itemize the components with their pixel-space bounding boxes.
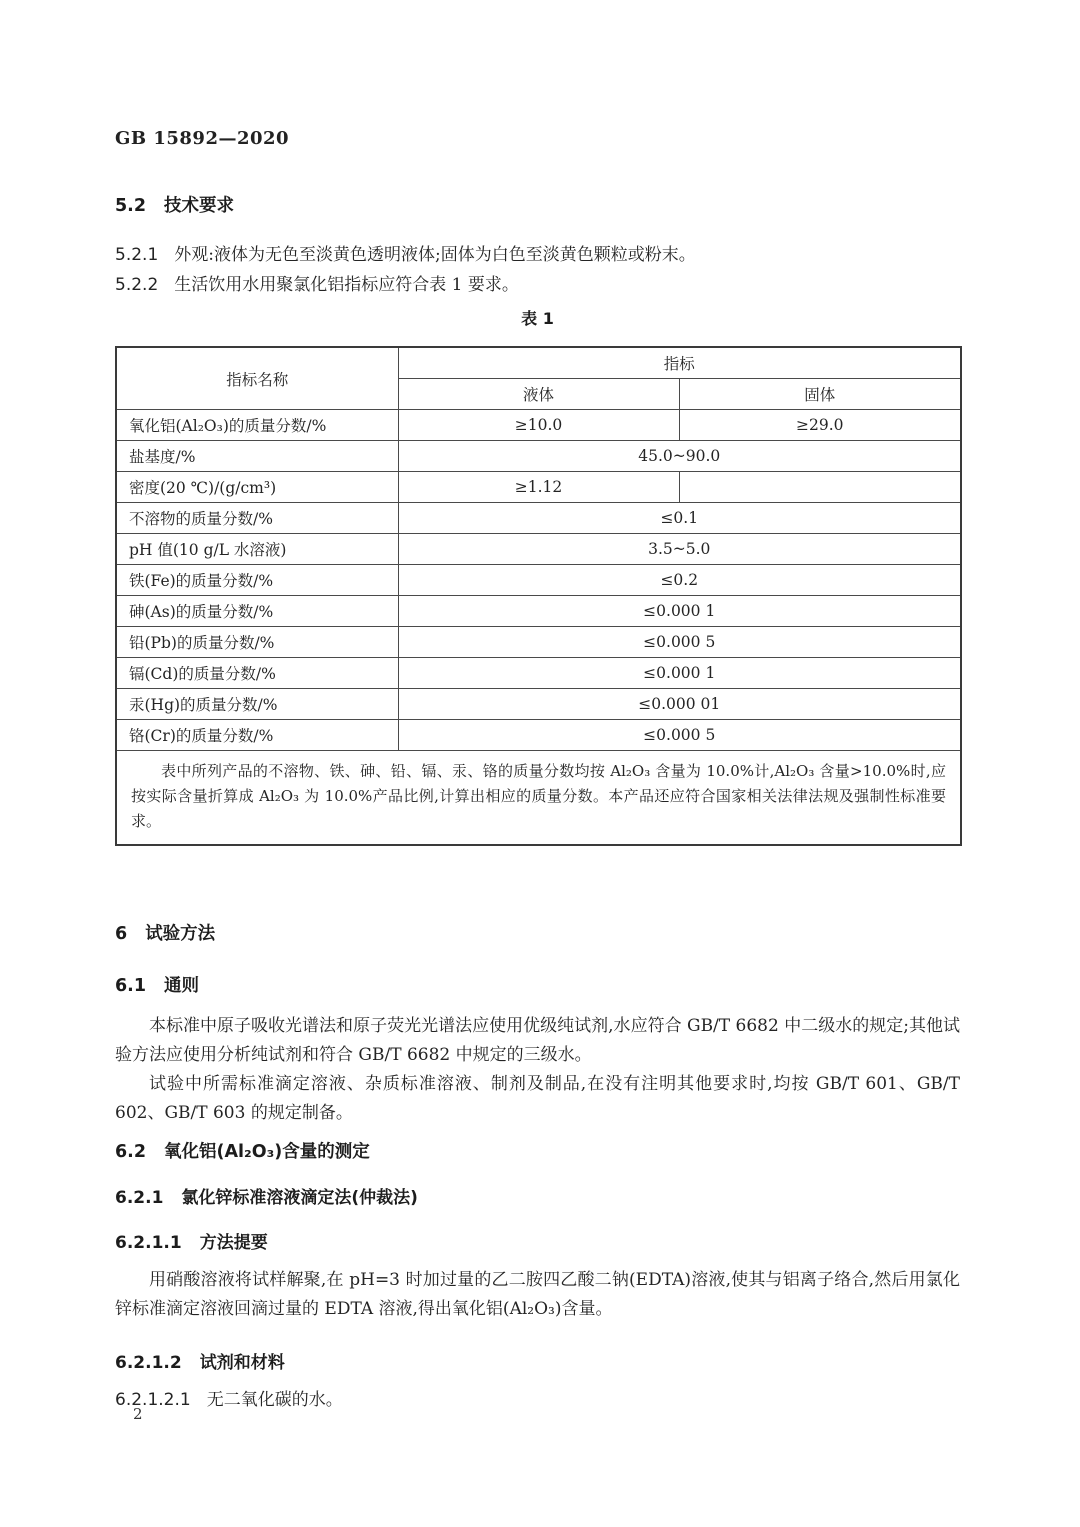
header-group: 指标 <box>398 347 961 379</box>
spec-table <box>115 346 962 846</box>
table-row <box>116 472 961 503</box>
indicator-name-cell: 铬(Cr)的质量分数/% <box>116 720 398 751</box>
standard-number-header: GB 15892—2020 <box>115 128 290 149</box>
merged-value-cell: ≤0.000 01 <box>398 689 961 720</box>
clause-text: 外观:液体为无色至淡黄色透明液体;固体为白色至淡黄色颗粒或粉末。 <box>174 245 696 265</box>
liquid-value-cell: ≥1.12 <box>398 472 679 503</box>
section-title: 氯化锌标准溶液滴定法(仲裁法) <box>181 1188 418 1208</box>
page-number: 2 <box>133 1405 143 1423</box>
clause-number: 5.2.1 <box>115 245 159 265</box>
solid-value-cell <box>679 472 961 503</box>
table-caption: 表 1 <box>521 309 554 328</box>
section-number: 6.2.1.2 <box>115 1353 182 1373</box>
section-heading-5-2 <box>115 192 960 217</box>
section-title: 方法提要 <box>199 1233 268 1253</box>
indicator-name-cell: 砷(As)的质量分数/% <box>116 596 398 627</box>
header-solid: 固体 <box>679 379 961 410</box>
section-title: 氧化铝(Al₂O₃)含量的测定 <box>164 1142 370 1162</box>
section-title: 技术要求 <box>164 196 235 216</box>
indicator-name-cell: 镉(Cd)的质量分数/% <box>116 658 398 689</box>
section-number: 6.2 <box>115 1142 147 1162</box>
clause-5-2-2 <box>115 271 960 300</box>
merged-value-cell: 45.0~90.0 <box>398 441 961 472</box>
table-row <box>116 565 961 596</box>
clause-5-2-1 <box>115 241 960 270</box>
table-row <box>116 627 961 658</box>
table-row <box>116 720 961 751</box>
section-number: 6.2.1.1 <box>115 1233 182 1253</box>
paragraph-6-1-b: 试验中所需标准滴定溶液、杂质标准溶液、制剂及制品,在没有注明其他要求时,均按 GB/T 601、GB/T 602、GB/T 603 的规定制备。 <box>115 1074 960 1123</box>
paragraph-6-1-a: 本标准中原子吸收光谱法和原子荧光光谱法应使用优级纯试剂,水应符合 GB/T 6682 中二级水的规定;其他试验方法应使用分析纯试剂和符合 GB/T 6682 中规定的三级水。 <box>115 1016 960 1065</box>
header-liquid: 液体 <box>398 379 679 410</box>
table-1 <box>115 346 960 846</box>
section-title: 试剂和材料 <box>199 1353 285 1373</box>
clause-number: 5.2.2 <box>115 275 159 295</box>
clause-text: 无二氧化碳的水。 <box>206 1390 343 1410</box>
merged-value-cell: ≤0.000 1 <box>398 658 961 689</box>
table-header-row <box>116 347 961 379</box>
section-number: 5.2 <box>115 196 147 216</box>
table-row <box>116 441 961 472</box>
table-row <box>116 503 961 534</box>
section-heading-6-2-1-1 <box>115 1228 960 1253</box>
section-heading-6 <box>115 920 960 945</box>
section-title: 试验方法 <box>145 924 216 944</box>
merged-value-cell: ≤0.2 <box>398 565 961 596</box>
indicator-name-cell: 铅(Pb)的质量分数/% <box>116 627 398 658</box>
table-row <box>116 658 961 689</box>
merged-value-cell: 3.5~5.0 <box>398 534 961 565</box>
liquid-value-cell: ≥10.0 <box>398 410 679 441</box>
table-row <box>116 596 961 627</box>
indicator-name-cell: 密度(20 ℃)/(g/cm³) <box>116 472 398 503</box>
section-title: 通则 <box>164 976 200 996</box>
clause-6-2-1-2-1 <box>115 1386 960 1415</box>
section-number: 6.1 <box>115 976 147 996</box>
table-note-row <box>116 751 961 846</box>
indicator-name-cell: 不溶物的质量分数/% <box>116 503 398 534</box>
merged-value-cell: ≤0.000 5 <box>398 627 961 658</box>
section-heading-6-1 <box>115 972 960 997</box>
merged-value-cell: ≤0.1 <box>398 503 961 534</box>
table-row <box>116 689 961 720</box>
merged-value-cell: ≤0.000 5 <box>398 720 961 751</box>
table-note: 表中所列产品的不溶物、铁、砷、铅、镉、汞、铬的质量分数均按 Al₂O₃ 含量为 10.0%计,Al₂O₃ 含量>10.0%时,应按实际含量折算成 Al₂O₃ 为 10.0%产品比例,计算出相应的质量分数。本产品还应符合国家相关法律法规及强制性标准要求。 <box>116 751 961 846</box>
section-heading-6-2 <box>115 1138 960 1163</box>
section-heading-6-2-1 <box>115 1183 960 1208</box>
section-number: 6 <box>115 924 128 944</box>
clause-number: 6.2.1.2.1 <box>115 1390 191 1410</box>
section-heading-6-2-1-2 <box>115 1348 960 1373</box>
paragraph-6-2-1-1: 用硝酸溶液将试样解聚,在 pH=3 时加过量的乙二胺四乙酸二钠(EDTA)溶液,使其与铝离子络合,然后用氯化锌标准滴定溶液回滴过量的 EDTA 溶液,得出氧化铝(Al₂O₃)含量。 <box>115 1270 960 1319</box>
indicator-name-cell: 氧化铝(Al₂O₃)的质量分数/% <box>116 410 398 441</box>
indicator-name-cell: 汞(Hg)的质量分数/% <box>116 689 398 720</box>
indicator-name-cell: 盐基度/% <box>116 441 398 472</box>
indicator-name-cell: 铁(Fe)的质量分数/% <box>116 565 398 596</box>
merged-value-cell: ≤0.000 1 <box>398 596 961 627</box>
solid-value-cell: ≥29.0 <box>679 410 961 441</box>
clause-text: 生活饮用水用聚氯化铝指标应符合表 1 要求。 <box>174 275 519 295</box>
table-row <box>116 534 961 565</box>
section-number: 6.2.1 <box>115 1188 164 1208</box>
indicator-name-cell: pH 值(10 g/L 水溶液) <box>116 534 398 565</box>
table-row <box>116 410 961 441</box>
header-name-col: 指标名称 <box>116 347 398 410</box>
